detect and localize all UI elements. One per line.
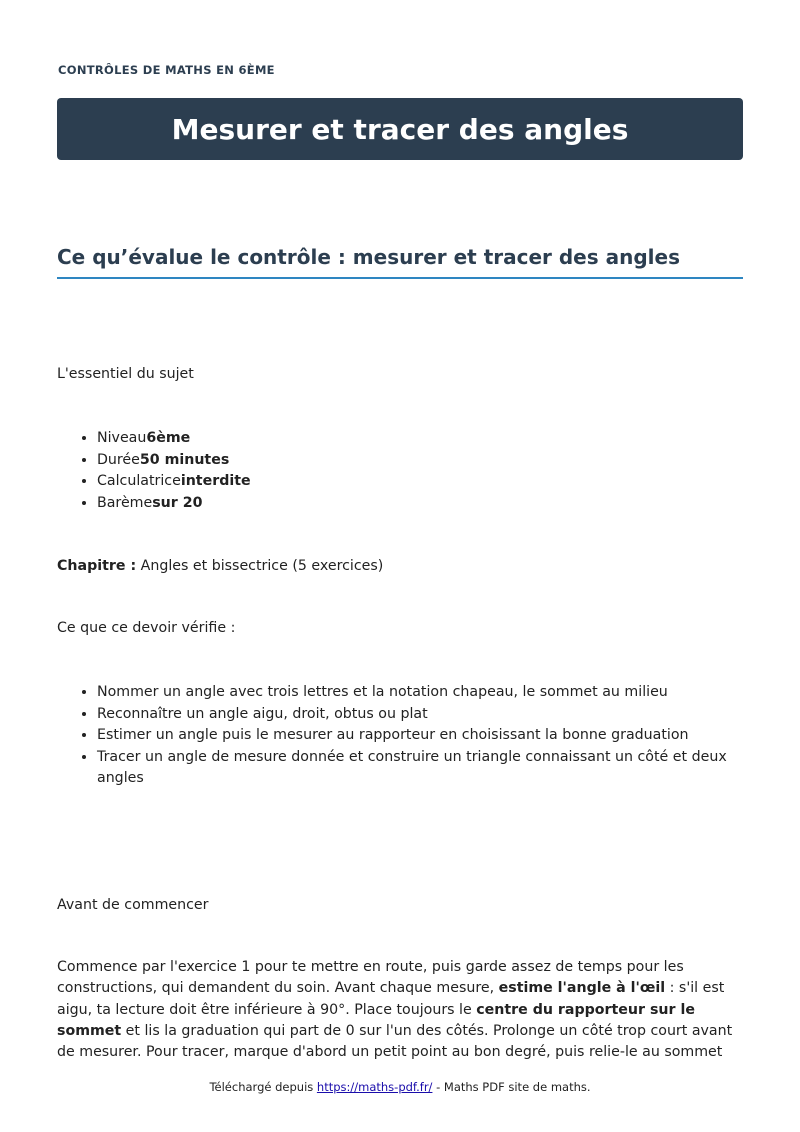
item-label: Niveau	[97, 430, 147, 446]
list-item: • Estimer un angle puis le mesurer au rapporteur en choisissant la bonne graduation	[97, 725, 737, 747]
item-value: sur 20	[152, 494, 203, 511]
chapter-value: Angles et bissectrice (5 exercices)	[136, 558, 384, 574]
essentials-list	[57, 428, 737, 514]
para-text: Commence par l'exercice 1 pour te mettre en route, puis garde assez de temps pour les constructions, qui demandent du soin. Avant chaque mesure,	[57, 959, 684, 997]
para-emphasis: centre du rapporteur sur le sommet	[57, 1001, 695, 1039]
para-text: : s'il est aigu, ta lecture doit être inférieure à 90°. Place toujours le	[57, 980, 725, 1018]
checks-list	[57, 682, 737, 790]
list-item	[97, 471, 737, 493]
title-banner	[57, 98, 743, 160]
section-title: Ce qu’évalue le contrôle : mesurer et tracer des angles	[57, 245, 743, 279]
footer	[0, 1080, 800, 1094]
list-item: • Tracer un angle de mesure donnée et construire un triangle connaissant un côté et deux angles	[97, 747, 737, 790]
before-paragraph	[57, 957, 743, 1063]
item-value: interdite	[180, 473, 251, 489]
list-item	[97, 428, 737, 450]
list-item: • Nommer un angle avec trois lettres et la notation chapeau, le sommet au milieu	[97, 682, 737, 704]
list-item	[97, 450, 737, 472]
list-item	[97, 493, 737, 515]
before-heading: Avant de commencer	[57, 897, 209, 913]
checks-heading: Ce que ce devoir vérifie :	[57, 620, 236, 636]
chapter-label: Chapitre :	[57, 558, 137, 574]
item-label: Barème	[97, 494, 153, 511]
item-value: 6ème	[146, 430, 191, 446]
footer-prefix: Téléchargé depuis	[209, 1080, 317, 1094]
item-label: Calculatrice	[97, 473, 181, 489]
list-item: • Reconnaître un angle aigu, droit, obtus ou plat	[97, 704, 737, 726]
document-kicker: CONTRÔLES DE MATHS EN 6ÈME	[58, 63, 275, 77]
essentials-heading: L'essentiel du sujet	[57, 366, 194, 382]
chapter-line	[57, 556, 383, 577]
footer-link[interactable]: https://maths-pdf.fr/	[316, 1080, 433, 1094]
footer-suffix: - Maths PDF site de maths.	[432, 1080, 591, 1094]
para-emphasis: estime l'angle à l'œil	[498, 980, 666, 997]
para-text: et lis la graduation qui part de 0 sur l'un des côtés. Prolonge un côté trop court avant de mesurer. Pour tracer, marque d'abord un petit point au bon degré, puis relie-le au sommet	[57, 1022, 733, 1061]
page-title: Mesurer et tracer des angles	[171, 112, 629, 146]
item-value: 50 minutes	[139, 451, 230, 468]
item-label: Durée	[97, 451, 140, 468]
